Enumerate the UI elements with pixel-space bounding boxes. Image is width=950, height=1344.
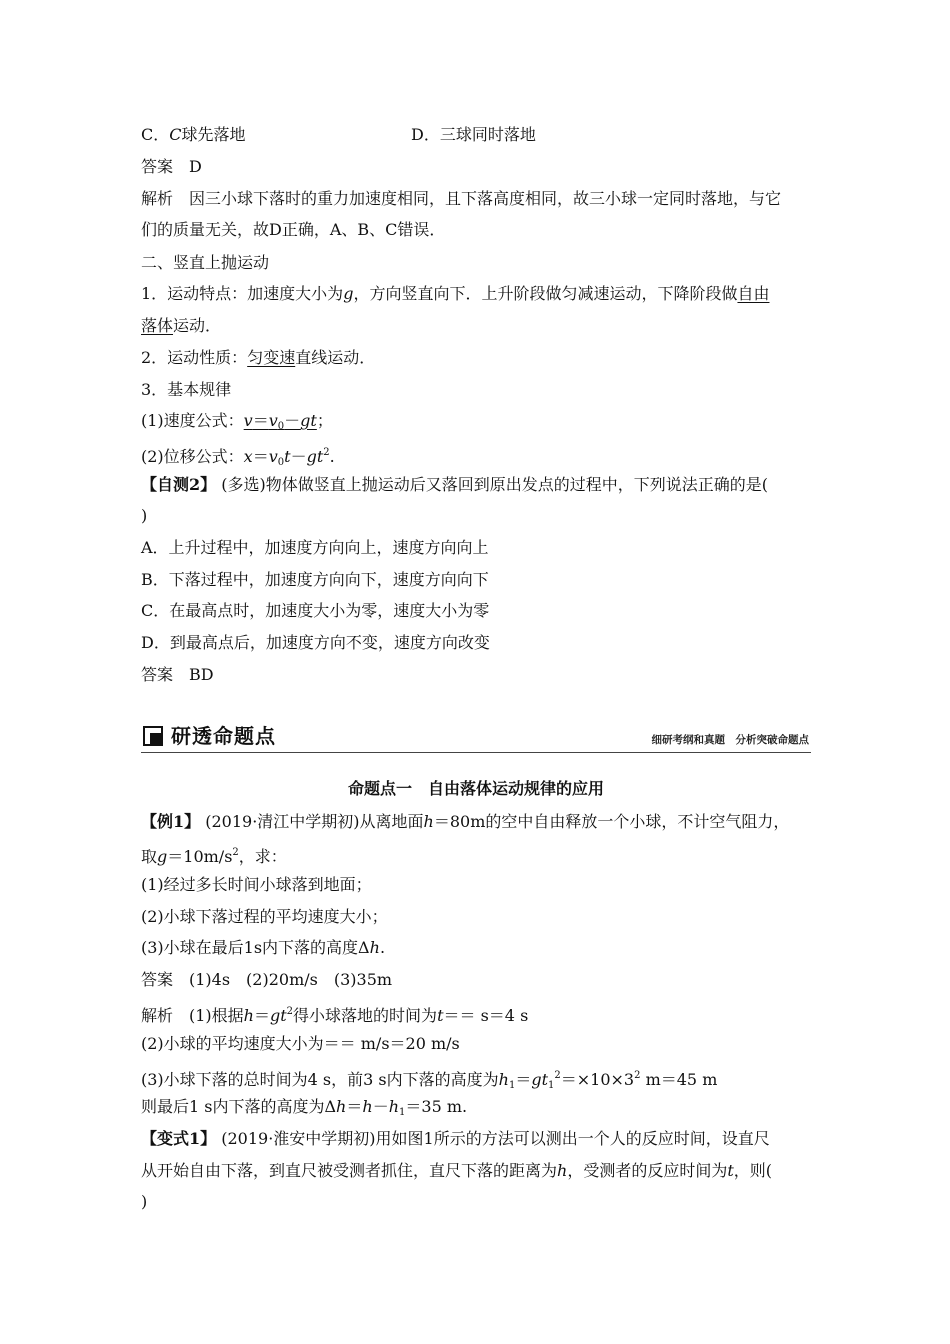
option-c: C．C球先落地	[141, 125, 246, 144]
variant-1-stem-line1: 【变式1】 (2019·淮安中学期初)用如图1所示的方法可以测出一个人的反应时间，设直尺	[141, 1129, 770, 1148]
item-1-line2: 落体运动．	[141, 316, 222, 335]
example-1-stem-line1: 【例1】 (2019·清江中学期初)从离地面h＝80m的空中自由释放一个小球，不计空气阻力，	[141, 812, 790, 831]
self-test-2-option-c: C．在最高点时，加速度大小为零，速度大小为零	[141, 601, 490, 620]
self-test-2-option-a: A．上升过程中，加速度方向向上，速度方向向上	[141, 538, 489, 557]
variant-1-stem-line2: 从开始自由下落，到直尺被受测者抓住，直尺下落的距离为h，受测者的反应时间为t，则(	[141, 1161, 773, 1180]
explanation-1-line1: 解析 因三小球下落时的重力加速度相同，且下落高度相同，故三小球一定同时落地，与它	[141, 189, 782, 208]
answer-1: 答案 D	[141, 157, 202, 176]
option-d: D．三球同时落地	[411, 125, 536, 144]
example-1-q2: (2)小球下落过程的平均速度大小；	[141, 907, 388, 926]
example-1-explanation-3: (3)小球下落的总时间为4 s，前3 s内下落的高度为$h_1=gt_1^2=\times 10\times 3^2$ m＝45 m	[141, 1070, 718, 1091]
example-1-explanation-2: (2)小球的平均速度大小为＝＝ m/s＝20 m/s	[141, 1034, 460, 1053]
self-test-2-option-b: B．下落过程中，加速度方向向下，速度方向向下	[141, 570, 489, 589]
banner-title: 研透命题点	[171, 724, 276, 748]
displacement-formula: (2)位移公式：$x=v_0t-gt^2$.	[141, 447, 335, 468]
banner-square-icon	[143, 726, 163, 746]
example-1-answer: 答案 (1)4s (2)20m/s (3)35m	[141, 970, 393, 989]
example-1-q3: (3)小球在最后1s内下落的高度Δh.	[141, 938, 386, 957]
variant-1-stem-line3: )	[141, 1192, 148, 1211]
self-test-2-stem-line1: 【自测2】 (多选)物体做竖直上抛运动后又落回到原出发点的过程中，下列说法正确的是(	[141, 475, 768, 494]
example-1-q1: (1)经过多长时间小球落到地面；	[141, 875, 372, 894]
self-test-2-stem-line2: )	[141, 506, 148, 525]
section-heading: 二、竖直上抛运动	[141, 253, 270, 272]
self-test-2-option-d: D．到最高点后，加速度方向不变，速度方向改变	[141, 633, 490, 652]
explanation-1-line2: 们的质量无关，故D正确，A、B、C错误．	[141, 220, 446, 239]
topic-heading: 命题点一 自由落体运动规律的应用	[347, 779, 604, 798]
option-c-d-line	[141, 125, 811, 145]
example-1-explanation-1: 解析 (1)根据$h=gt^2$得小球落地的时间为t＝＝ s＝4 s	[141, 1006, 529, 1025]
item-3: 3．基本规律	[141, 380, 232, 399]
section-banner	[141, 722, 811, 753]
example-1-explanation-4: 则最后1 s内下落的高度为$\Delta h=h-h_1=35$ m.	[141, 1097, 468, 1118]
item-1-line1: 1．运动特点：加速度大小为g，方向竖直向下．上升阶段做匀减速运动，下降阶段做自由	[141, 284, 770, 303]
velocity-formula: (1)速度公式：$v=v_0-gt$；	[141, 411, 333, 432]
banner-subtitle: 细研考纲和真题 分析突破命题点	[651, 734, 809, 746]
item-2: 2．运动性质：匀变速直线运动．	[141, 348, 376, 367]
example-1-stem-line2: 取$g=10m/s^2$，求：	[141, 847, 287, 866]
self-test-2-answer: 答案 BD	[141, 665, 214, 684]
